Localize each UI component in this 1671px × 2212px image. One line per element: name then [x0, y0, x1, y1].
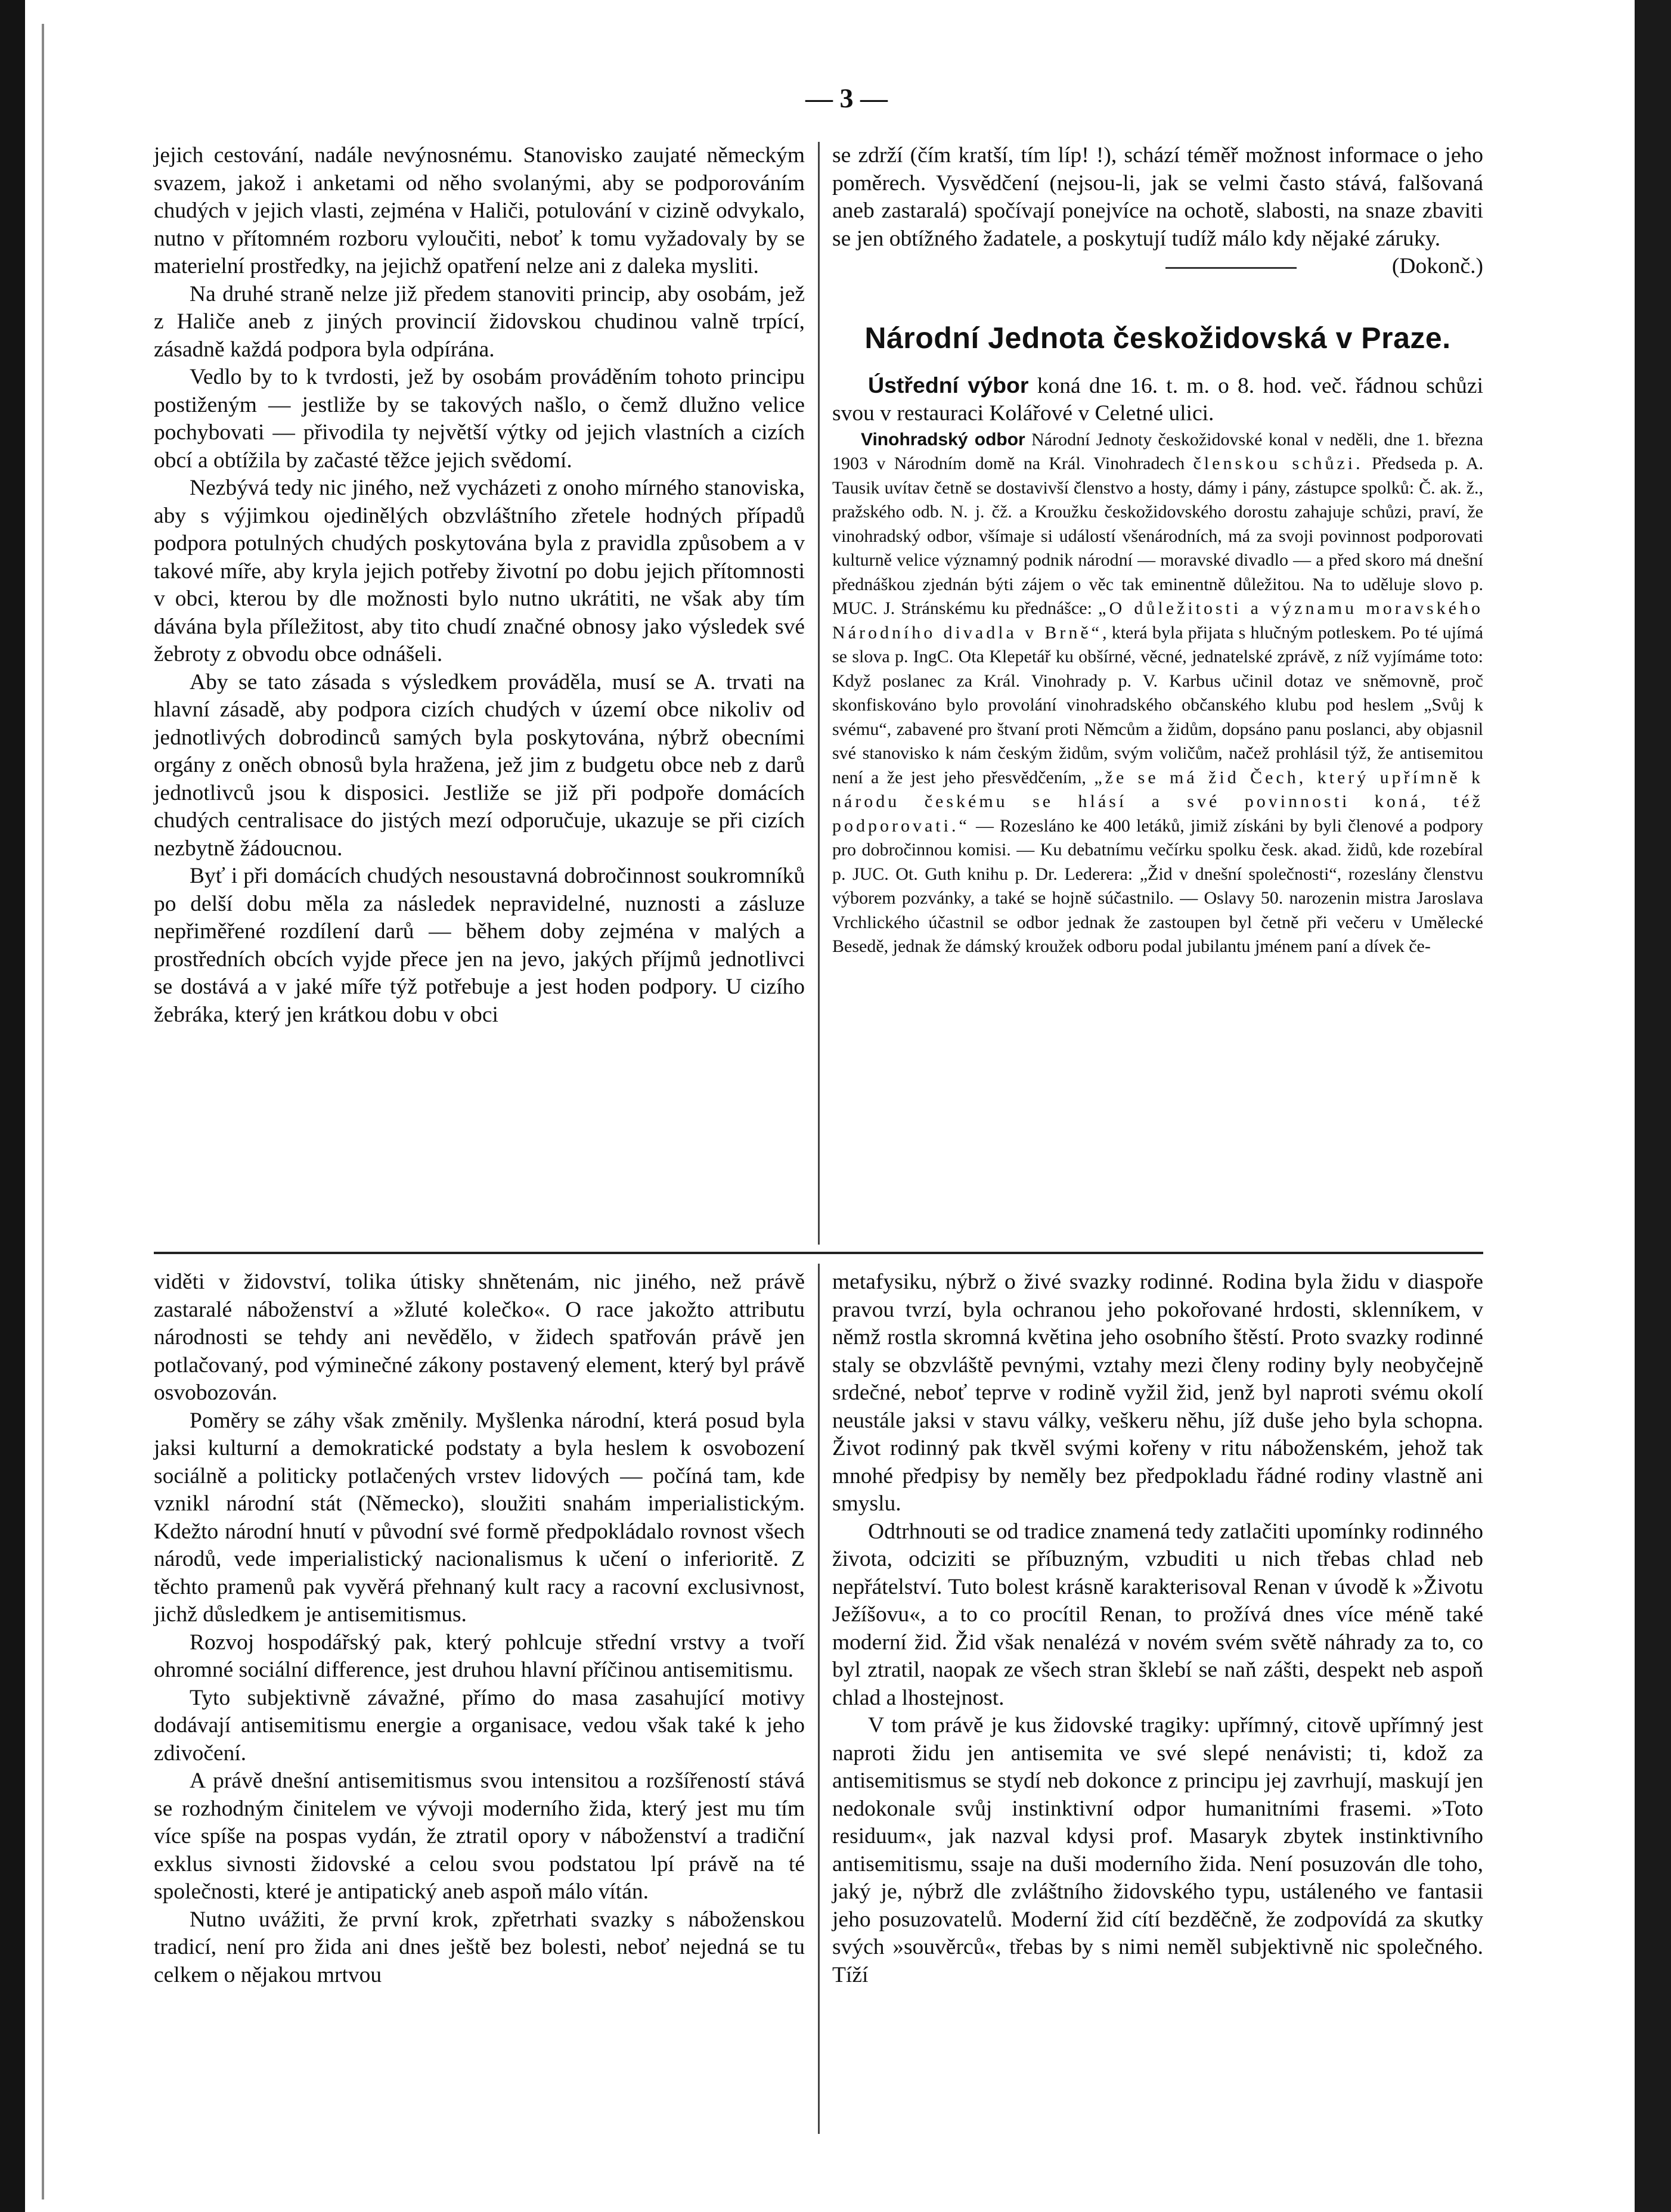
report-spaced-text: členskou schůzi. [1193, 454, 1363, 473]
article-bottom-right-column [832, 1268, 1483, 1989]
scan-border-left [0, 0, 25, 2212]
report-paragraph [832, 428, 1483, 959]
report-spaced-text: „O důležitosti a významu moravského Národního divadla v Brně“ [832, 598, 1484, 643]
paragraph: viděti v židovství, tolika útisky shnětenám, nic jiného, než právě zastaralé náboženství a »žluté kolečko«. O race jakožto attributu národnosti se tehdy ani nevědělo, v židech spatřován právě jen potlačovaný, pod výminečné zákony postavený element, který byl právě osvobozován. [154, 1270, 805, 1405]
report-lead: Vinohradský odbor [861, 429, 1025, 449]
section-divider [154, 1252, 1483, 1254]
report-block [832, 428, 1483, 959]
paragraph: Poměry se záhy však změnily. Myšlenka národní, která posud byla jaksi kulturní a demokratické podstaty a byla heslem k osvobození sociálně a politicky potlačených vrstev lidových — počíná tam, kde vznikl národní stát (Německo), sloužiti snahám imperialistickým. Kdežto národní hnutí v původní své formě předpokládalo rovnost všech národů, vede imperialistický nacionalismus k učení o inferioritě. Z těchto pramenů pak vyvěrá přehnaný kult racy a racovní exclusivnost, jichž důsledkem je antisemitismus. [154, 1408, 805, 1627]
report-text: Národní Jednoty českožidovské konal v neděli, dne 1. března 1903 v Národním domě na Král. Vinohradech [832, 429, 1484, 473]
article-end-line [832, 253, 1483, 281]
paragraph: Na druhé straně nelze již předem stanoviti princip, aby osobám, jež z Haliče aneb z jiných provincií židovskou chudinou valně trpící, zásadně každá podpora byla odpírána. [154, 281, 805, 362]
report-text: Předseda p. A. Tausik uvítav četně se dostavivší členstvo a hosty, dámy i pány, zástupce spolků: Č. ak. ž., pražského odb. N. j. čž. a Kroužku českožidovského dorostu zahajuje schůzi, praví, že vinohradský odbor, všímaje si událostí všenárodních, má za svoji povinnost podporovati kulturně velice významný podnik národní — moravské divadlo — a před skoro má dnešní přednáškou zjednán býti zájem o věc tak eminentně důležitou. Na to uděluje slovo p. MUC. J. Stránskému ku přednášce: [832, 454, 1483, 618]
paragraph: Rozvoj hospodářský pak, který pohlcuje střední vrstvy a tvoří ohromné sociální difference, jest druhou hlavní příčinou antisemitismu. [154, 1630, 805, 1682]
article-bottom-left-column [154, 1268, 805, 1989]
paragraph: A právě dnešní antisemitismus svou intensitou a rozšířeností stává se rozhodným činitelem ve vývoji moderního žida, který jest mu tím více spíše na pospas vydán, že ztratil opory v náboženství a tradiční exklus sivnosti židovské a celou svou podstatou lpí právě na té společnosti, které je antipatický aneb aspoň málo vítán. [154, 1769, 805, 1904]
announcement-lead: Ústřední výbor [868, 372, 1029, 398]
paragraph: Vedlo by to k tvrdosti, jež by osobám prováděním tohoto principu postiženým — jestliže by se takových našlo, o čemž dlužno velice pochybovati — přivodila ty největší výtky od jejich vlastních a cizích obcí a obtížila by začasté těžce jejich svědomí. [154, 365, 805, 473]
paragraph: se zdrží (čím kratší, tím líp! !), schází téměř možnost informace o jeho poměrech. Vysvědčení (nejsou-li, jak se velmi často stává, falšovaná aneb zastaralá) spočívají ponejvíce na ochotě, slabosti, na snaze zbaviti se jen obtížného žadatele, a poskytují tudíž málo kdy nějaké záruky. [832, 143, 1483, 251]
announcement [832, 371, 1483, 428]
page-edge-line [42, 24, 44, 2199]
paragraph: Byť i při domácích chudých nesoustavná dobročinnost soukromníků po delší dobu měla za následek nepravidelné, nuznosti a zásluze nepřiměřené rozdílení darů — během doby zejména v malých a prostředních obcích vyjde přece jen na jevo, jakých příjmů jednotlivci se dostává a v jaké míře týž potřebuje a jest hoden podpory. U cizího žebráka, který jen krátkou dobu v obci [154, 864, 805, 1027]
paragraph: jejich cestování, nadále nevýnosnému. Stanovisko zaujaté německým svazem, jakož i anketami od něho svolanými, aby se podporováním chudých v jejich vlasti, zejména v Haliči, potulování v cizině odvykalo, nutno v přítomném rozboru vyloučiti, neboť k tomu vyžadovaly by se materielní prostředky, na jejichž opatření nelze ani z daleka mysliti. [154, 143, 805, 278]
paragraph: Aby se tato zásada s výsledkem prováděla, musí se A. trvati na hlavní zásadě, aby podpora cizích chudých v území obce nikoliv od jednotlivých dobrodinců samých byla poskytována, nýbrž obecními orgány z oněch obnosů byla hražena, jež jim z budgetu obce neb z darů jednotlivců jsou k disposici. Jestliže se již při podpoře domácích chudých centralisace do jistých mezí odporučuje, ukazuje se při cizích nezbytně žádoucnou. [154, 669, 805, 861]
paragraph: metafysiku, nýbrž o živé svazky rodinné. Rodina byla židu v diaspoře pravou tvrzí, byla ochranou jeho pokořované hrdosti, sklenníkem, v němž rostla skromná květina jeho osobního štěstí. Proto svazky rodinné staly se obzvláště pevnými, vztahy mezi členy rodiny byly neobyčejně srdečné, neboť teprve v rodině vyžil žid, jenž byl naproti svému okolí neustále jaksi v stavu války, veškeru něhu, jíž duše jeho byla schopna. Život rodinný pak tkvěl svými kořeny v ritu náboženském, jehož tak mnohé předpisy by neměly bez předpokladu řádné rodiny vlastně ani smyslu. [832, 1270, 1483, 1516]
continued-mark: (Dokonč.) [1391, 254, 1483, 278]
report-text: — Rozesláno ke 400 letáků, jimiž získáni by byli členové a podpory pro dobročinnou komisi. — Ku debatnímu večírku spolku česk. akad. židů, kde rozebíral p. JUC. Ot. Guth knihu p. Dr. Lederera: „Žid v dnešní společnosti“, rozeslány členstvu výborem pozvánky, a také se hojně súčastnilo. — Oslavy 50. narozenin mistra Jaroslava Vrchlického účastnil se odbor jednak že zastoupen byl četně při večeru v Umělecké Besedě, jednak že dámský kroužek odboru podal jubilantu jménem paní a dívek če- [832, 815, 1483, 956]
article-top-right-column [832, 142, 1483, 959]
paragraph: Nutno uvážiti, že první krok, zpřetrhati svazky s náboženskou tradicí, není pro žida ani dnes ještě bez bolesti, neboť nejedná se tu celkem o nějakou mrtvou [154, 1907, 805, 1987]
page-number: — 3 — [805, 83, 888, 113]
short-rule [1165, 267, 1297, 269]
paragraph: Tyto subjektivně závažné, přímo do masa zasahující motivy dodávají antisemitismu energie a organisace, vedou však také k jeho zdivočení. [154, 1685, 805, 1766]
scan-border-right [1635, 0, 1671, 2212]
paragraph: Nezbývá tedy nic jiného, než vycházeti z onoho mírného stanoviska, aby s výjimkou ojedinělých obzvláštního zřetele hodných případů podpora potulných chudých poskytována byla z pravidla způsobem a v takové míře, aby kryla jejich potřeby životní po dobu jejich přítomnosti v obci, kterou by dle možnosti bylo nutno ukrátiti, ne však aby tím dávána byla příležitost, aby tito chudí značné obnosy jako výsledek své žebroty z obvodu obce odnášeli. [154, 476, 805, 666]
paragraph: Odtrhnouti se od tradice znamená tedy zatlačiti upomínky rodinného života, odciziti se příbuzným, vzbuditi u nich třebas chlad neb nepřátelství. Tuto bolest krásně karakterisoval Renan v úvodě k »Životu Ježíšovu«, a to co procítil Renan, to prožívá dnes více méně také moderní žid. Žid však nenalézá v novém svém světě náhrady za to, co byl ztratil, naopak ze všech stran šklebí se naň zášti, despekt neb aspoň chlad a lhostejnost. [832, 1519, 1483, 1710]
column-divider-top [818, 142, 820, 1245]
report-spaced-text: „že se má žid Čech, který upřímně k národu českému se hlásí a své povinnosti koná, též podporovati.“ [832, 767, 1483, 836]
paragraph: V tom právě je kus židovské tragiky: upřímný, citově upřímný jest naproti židu jen antisemita ve své slepé nenávisti; ti, kdož za antisemitismus se stydí neb dokonce z principu jej zavrhují, maskují jen nedokonale svůj instinktivní odpor humanitními frasemi. »Toto residuum«, jak nazval kdysi prof. Masaryk zbytek instinktivního antisemitismu, ssaje na duši moderního žida. Není posuzován dle toho, jaký je, nýbrž dle zvláštního židovského typu, ustáleného ve fantasii jeho posuzovatelů. Moderní žid cítí bezděčně, že zodpovídá za skutky svých »souvěrců«, třebas by s nimi neměl subjektivně nic společného. Tíží [832, 1713, 1483, 1987]
column-divider-bottom [818, 1264, 820, 2134]
report-text: , která byla přijata s hlučným potleskem. Po té ujímá se slova p. IngC. Ota Klepetář ku obšírné, věcné, jednatelské zprávě, z níž vyjímáme toto: Když poslanec za Král. Vinohrady p. V. Karbus učinil dotaz ve sněmovně, proč skonfiskováno bylo provolání vinohradského občanského klubu pod heslem „Svůj k svému“, zabavené pro štvaní proti Němcům a židům, dopsáno panu poslanci, aby objasnil své stanovisko k nám českým židům, svým voličům, načež prohlásil týž, že antisemitou není a že jest jeho přesvědčením, [832, 622, 1483, 787]
article-top-left-column [154, 142, 805, 1029]
section-title: Národní Jednota českožidovská v Praze. [864, 321, 1451, 355]
announcement-text: koná dne 16. t. m. o 8. hod. več. řádnou schůzi svou v restauraci Kolářové v Celetné ulici. [832, 373, 1483, 426]
